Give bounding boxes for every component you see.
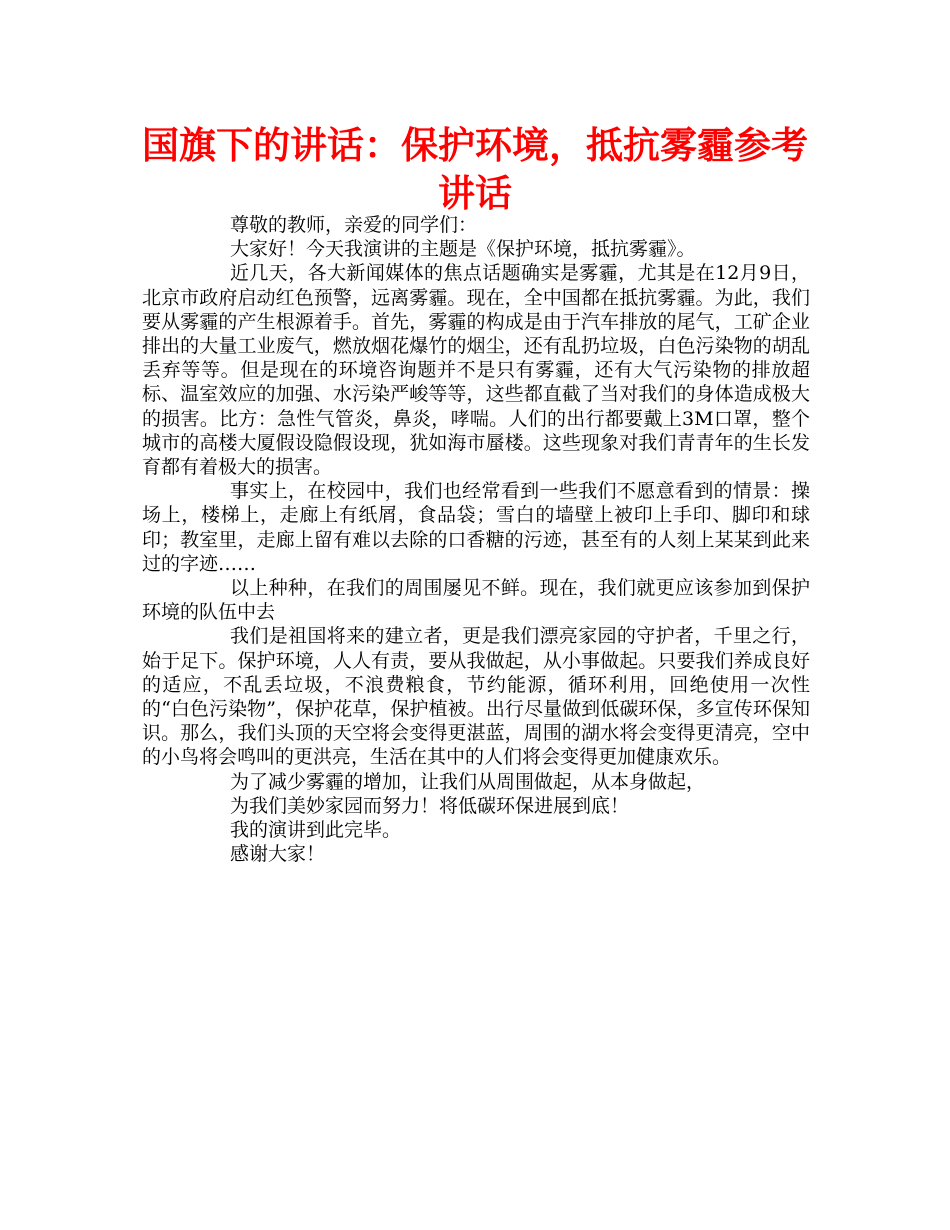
paragraph-reduce-smog: 为了减少雾霾的增加，让我们从周围做起，从本身做起，	[230, 770, 706, 793]
salutation: 尊敬的教师，亲爱的同学们：	[230, 214, 478, 236]
paragraph-campus: 事实上，在校园中，我们也经常看到一些我们不愿意看到的情景：操场上，楼梯上，走廊上有纸屑，食品袋；雪白的墙壁上被印上手印、脚印和球印；教室里，走廊上留有难以去除的口香糖的污迹，甚至有的人刻上某某到此来过的字迹……	[142, 480, 810, 575]
paragraph-thanks: 感谢大家！	[230, 843, 326, 866]
paragraph-join: 以上种种，在我们的周围屡见不鲜。现在，我们就更应该参加到保护环境的队伍中去	[142, 577, 810, 624]
paragraph-effort: 为我们美妙家园而努力！将低碳环保进展到底！	[230, 794, 630, 817]
document-body	[142, 213, 810, 866]
paragraph-closing: 我的演讲到此完毕。	[230, 819, 402, 842]
document-title: 国旗下的讲话：保护环境，抵抗雾霾参考讲话	[142, 124, 808, 215]
paragraph-greeting: 大家好！今天我演讲的主题是《保护环境，抵抗雾霾》。	[230, 238, 696, 261]
paragraph-smog-causes: 近几天，各大新闻媒体的焦点话题确实是雾霾，尤其是在12月9日，北京市政府启动红色预警，远离雾霾。现在，全中国都在抵抗雾霾。为此，我们要从雾霾的产生根源着手。首先，雾霾的构成是由于汽车排放的尾气，工矿企业排出的大量工业废气，燃放烟花爆竹的烟尘，还有乱扔垃圾，白色污染物的胡乱丢弃等等。但是现在的环境咨询题并不是只有雾霾，还有大气污染物的排放超标、温室效应的加强、水污染严峻等等，这些都直截了当对我们的身体造成极大的损害。比方：急性气管炎，鼻炎，哮喘。人们的出行都要戴上3M口罩，整个城市的高楼大厦假设隐假设现，犹如海市蜃楼。这些现象对我们青青年的生长发育都有着极大的损害。	[142, 262, 810, 479]
paragraph-guardians: 我们是祖国将来的建立者，更是我们漂亮家园的守护者，千里之行，始于足下。保护环境，人人有责，要从我做起，从小事做起。只要我们养成良好的适应，不乱丢垃圾，不浪费粮食，节约能源，循环利用，回绝使用一次性的“白色污染物”，保护花草，保护植被。出行尽量做到低碳环保，多宣传环保知识。那么，我们头顶的天空将会变得更湛蓝，周围的湖水将会变得更清亮，空中的小鸟将会鸣叫的更洪亮，生活在其中的人们将会变得更加健康欢乐。	[142, 625, 810, 769]
